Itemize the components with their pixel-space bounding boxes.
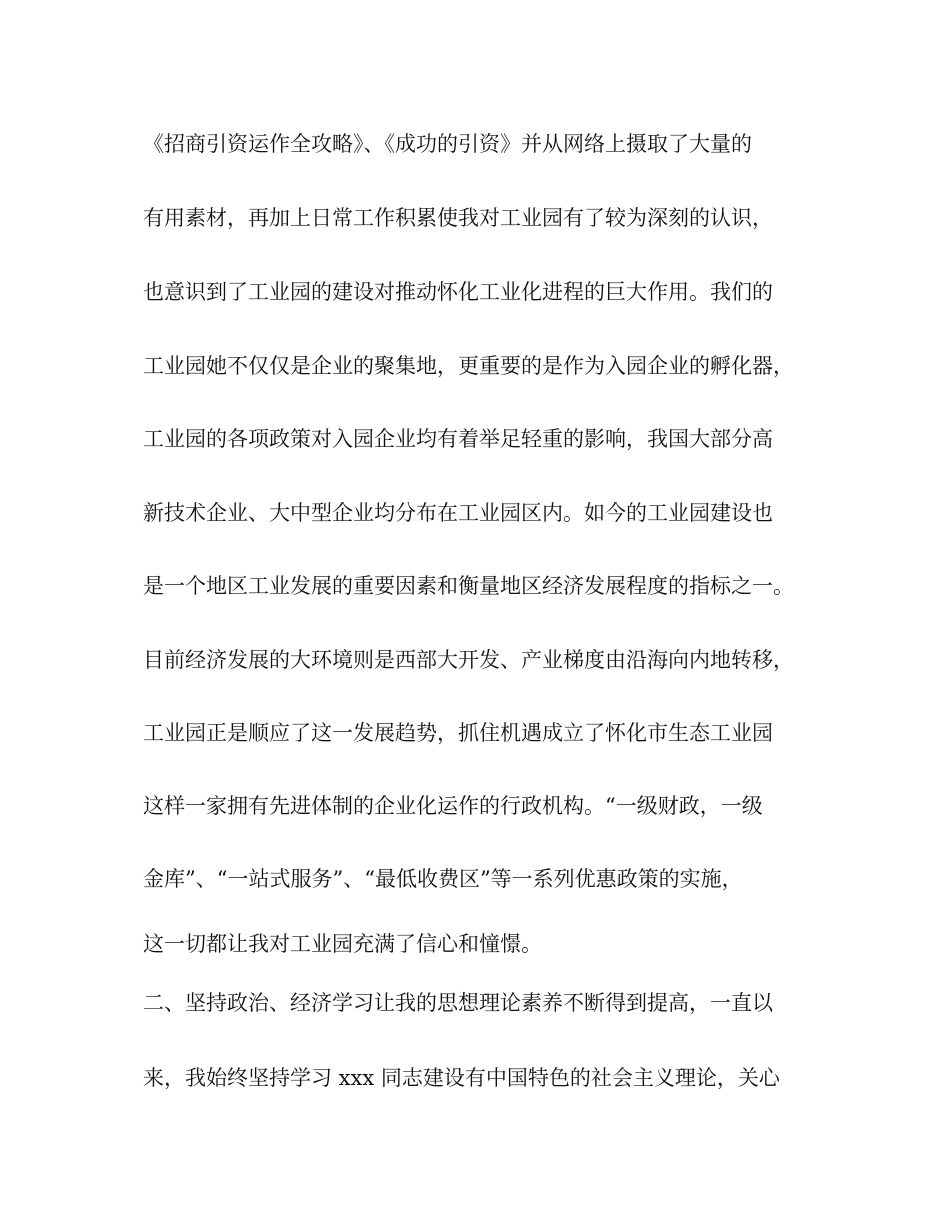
text-line-12: 这一切都让我对工业园充满了信心和憧憬。 [143,932,542,956]
text-line-3: 也意识到了工业园的建设对推动怀化工业化进程的巨大作用。我们的 [143,280,773,304]
text-line-5: 工业园的各项政策对入园企业均有着举足轻重的影响，我国大部分高 [143,427,773,451]
text-line-4: 工业园她不仅仅是企业的聚集地，更重要的是作为入园企业的孵化器， [143,354,794,378]
text-line-10: 这样一家拥有先进体制的企业化运作的行政机构。“一级财政，一级 [143,794,763,818]
text-line-6: 新技术企业、大中型企业均分布在工业园区内。如今的工业园建设也 [143,501,773,525]
text-line-13: 二、坚持政治、经济学习让我的思想理论素养不断得到提高，一直以 [143,991,773,1015]
text-line-11: 金库”、“一站式服务”、“最低收费区”等一系列优惠政策的实施， [143,867,743,891]
text-line-9: 工业园正是顺应了这一发展趋势，抓住机遇成立了怀化市生态工业园 [143,721,773,745]
text-line-7: 是一个地区工业发展的重要因素和衡量地区经济发展程度的指标之一。 [143,574,794,598]
text-line-8: 目前经济发展的大环境则是西部大开发、产业梯度由沿海向内地转移， [143,648,794,672]
text-line-14: 来，我始终坚持学习 xxx 同志建设有中国特色的社会主义理论，关心 [143,1066,780,1090]
text-line-1: 《招商引资运作全攻略》、《成功的引资》并从网络上摄取了大量的 [143,132,752,156]
text-line-2: 有用素材，再加上日常工作积累使我对工业园有了较为深刻的认识， [143,206,773,230]
